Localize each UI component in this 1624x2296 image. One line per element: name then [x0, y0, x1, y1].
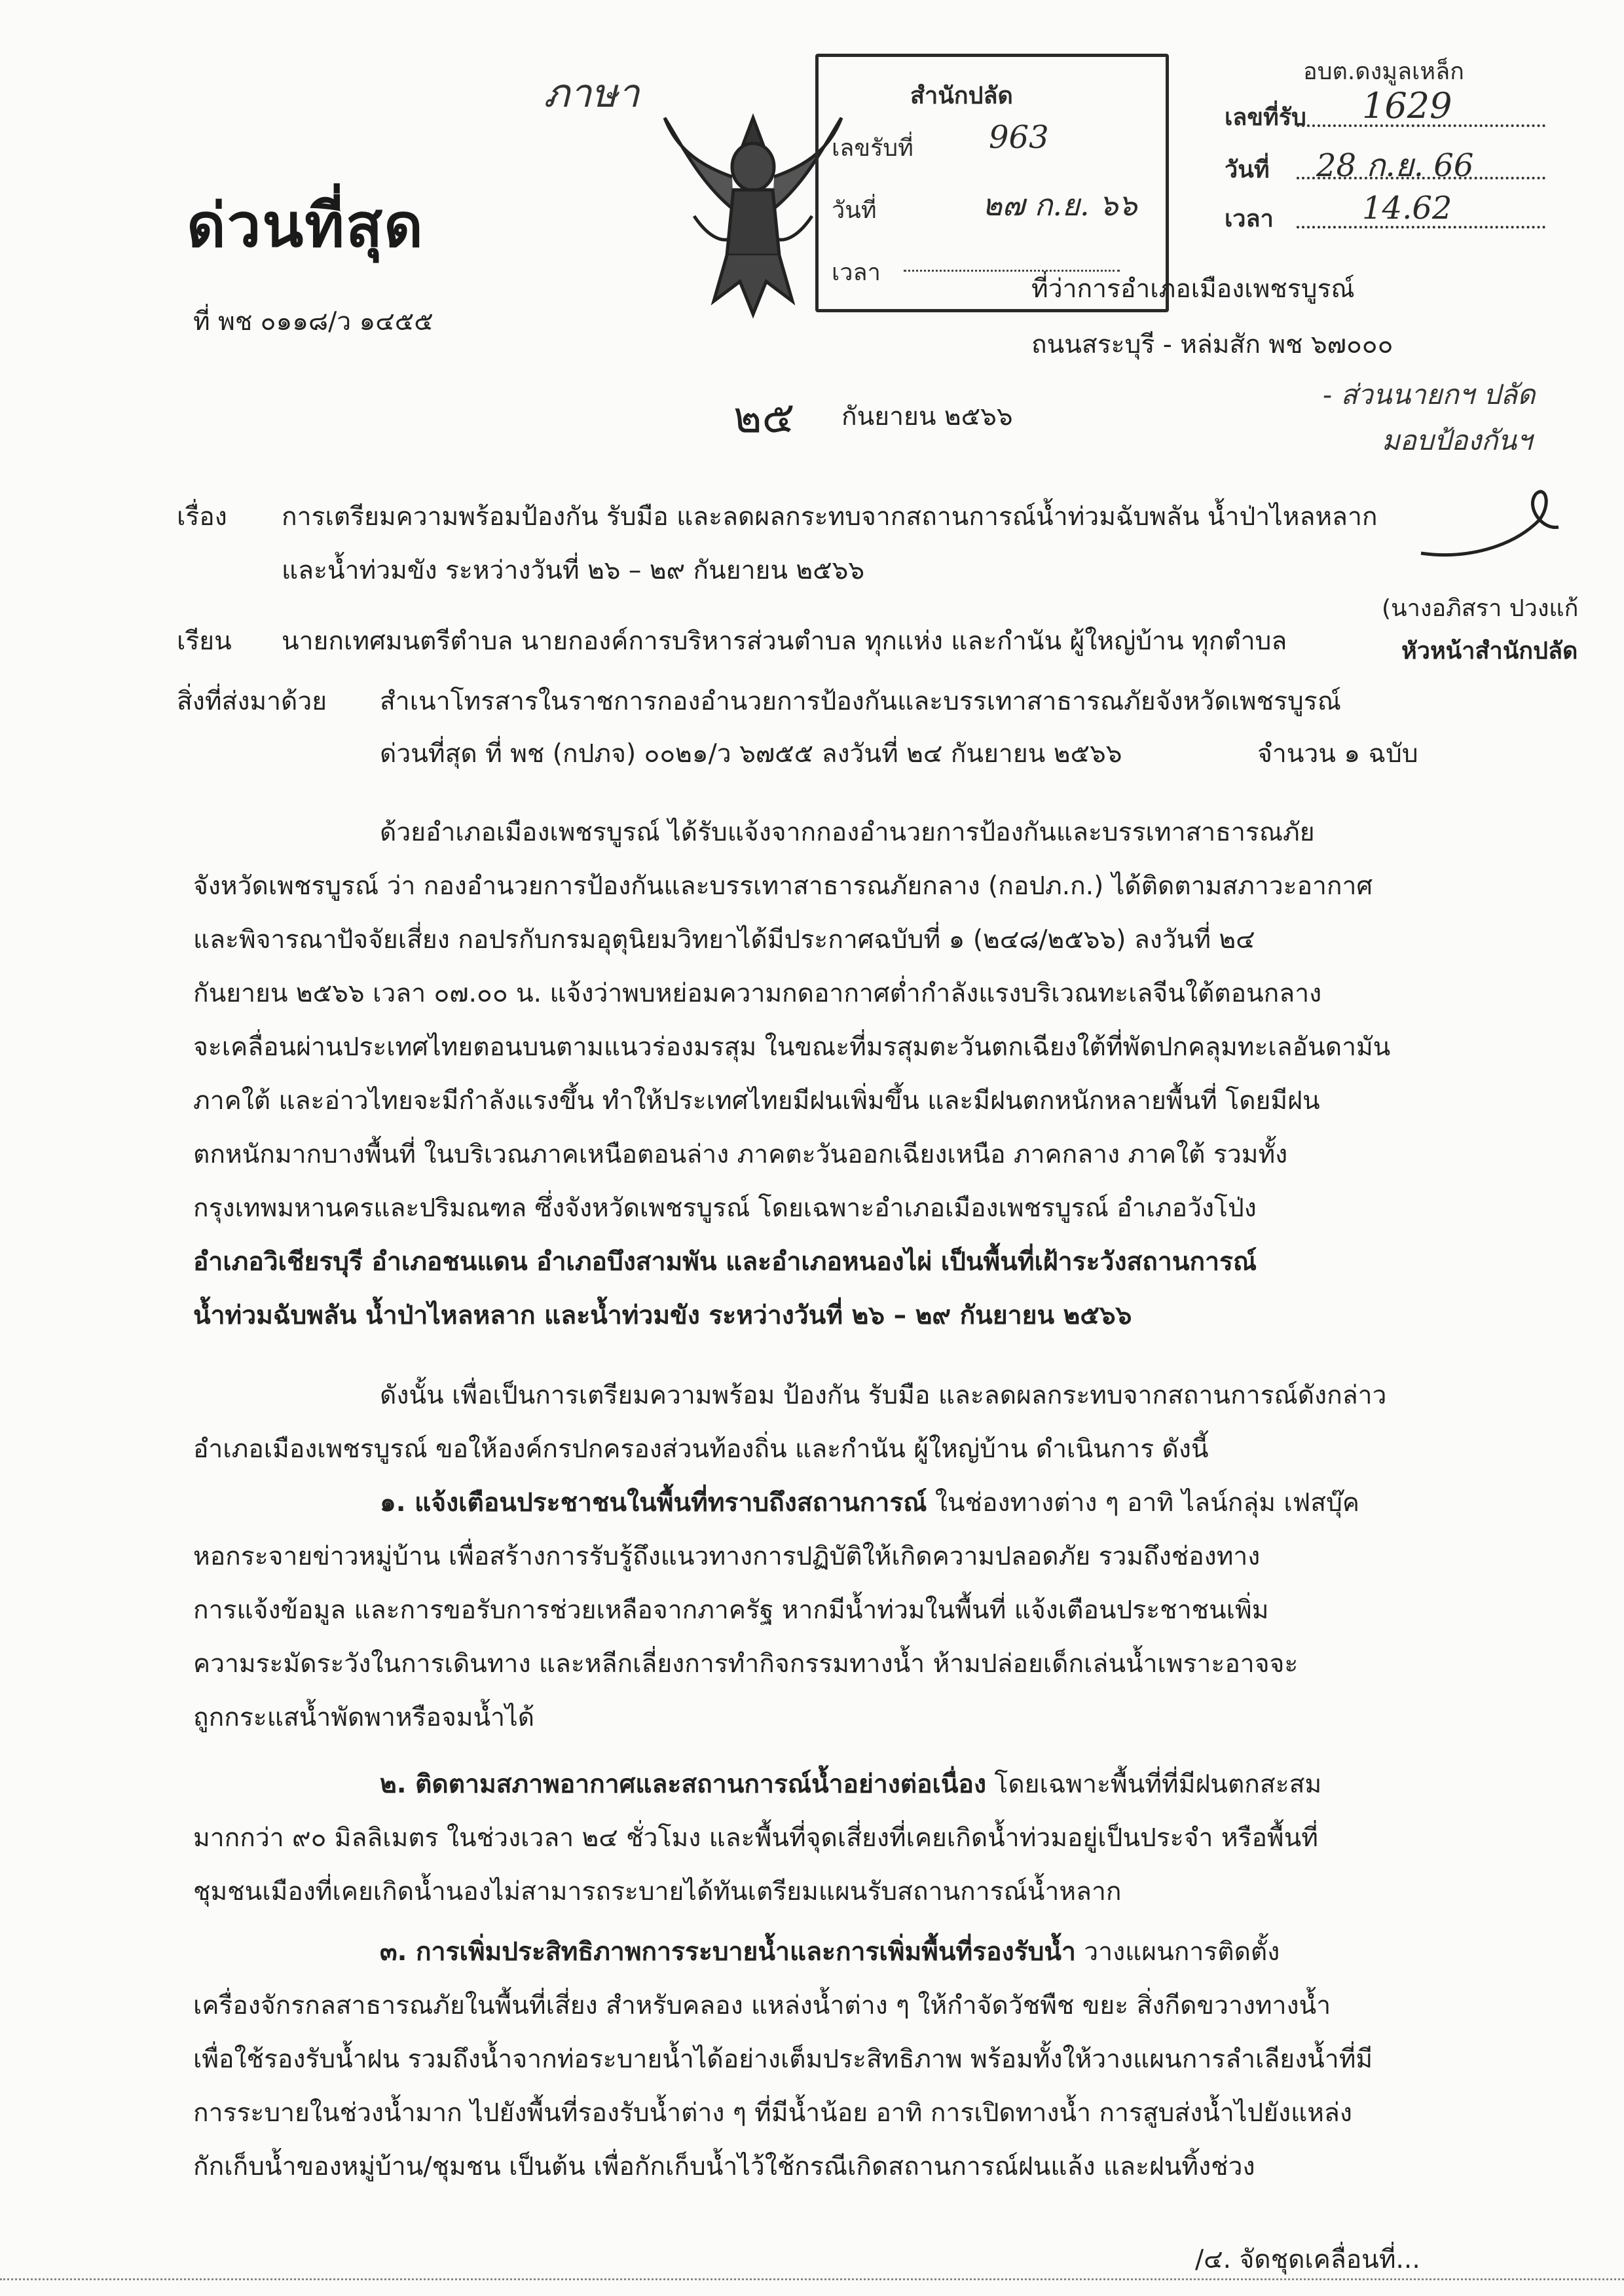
para1-line-9: อำเภอวิเชียรบุรี อำเภอชนแดน อำเภอบึงสามพัน และอำเภอหนองไผ่ เป็นพื้นที่เฝ้าระวังสถานการณ์ — [193, 1247, 1257, 1277]
para1-line-4: กันยายน ๒๕๖๖ เวลา ๐๗.๐๐ น. แจ้งว่าพบหย่อมความกดอากาศต่ำกำลังแรงบริเวณทะเลจีนใต้ตอนกลาง — [193, 979, 1322, 1008]
item1-first-line — [380, 1482, 1359, 1523]
stamp-right-time-label: เวลา — [1225, 206, 1274, 232]
office-name: ที่ว่าการอำเภอเมืองเพชรบูรณ์ — [1031, 274, 1355, 304]
stamp-right-date-value: 28 ก.ย. 66 — [1316, 147, 1474, 184]
stamp-center-receive-label: เลขรับที่ — [832, 135, 913, 162]
recipient-text: นายกเทศมนตรีตำบล นายกองค์การบริหารส่วนตำบล ทุกแห่ง และกำนัน ผู้ใหญ่บ้าน ทุกตำบล — [282, 627, 1287, 656]
date-month-year: กันยายน ๒๕๖๖ — [841, 402, 1013, 431]
document-number: ที่ พช ๐๑๑๘/ว ๑๔๕๕ — [193, 307, 434, 337]
item2-first-line — [380, 1764, 1321, 1804]
subject-label: เรื่อง — [177, 502, 227, 532]
item3-heading-tail: วางแผนการติดตั้ง — [1075, 1937, 1280, 1967]
stamp-center-receive-value: 963 — [989, 119, 1049, 156]
stamp-right-date-label: วันที่ — [1225, 156, 1270, 183]
para1-line-8: กรุงเทพมหานครและปริมณฑล ซึ่งจังหวัดเพชรบูรณ์ โดยเฉพาะอำเภอเมืองเพชรบูรณ์ อำเภอวังโป่ง — [193, 1194, 1257, 1223]
item2-line-2: ชุมชนเมืองที่เคยเกิดน้ำนองไม่สามารถระบายได้ทันเตรียมแผนรับสถานการณ์น้ำหลาก — [193, 1877, 1122, 1906]
item3-line-4: กักเก็บน้ำของหมู่บ้าน/ชุมชน เป็นต้น เพื่อกักเก็บน้ำไว้ใช้กรณีเกิดสถานการณ์ฝนแล้ง และฝนทิ้งช่วง — [193, 2152, 1255, 2181]
margin-note-2: มอบป้องกันฯ — [1382, 424, 1532, 456]
stamp-right-receive-label: เลขที่รับ — [1225, 104, 1306, 131]
attachment-line-2: ด่วนที่สุด ที่ พช (กปภจ) ๐๐๒๑/ว ๖๗๕๕ ลงวันที่ ๒๔ กันยายน ๒๕๖๖ — [380, 739, 1122, 769]
para2-line-1: ดังนั้น เพื่อเป็นการเตรียมความพร้อม ป้องกัน รับมือ และลดผลกระทบจากสถานการณ์ดังกล่าว — [380, 1381, 1387, 1410]
item3-first-line — [380, 1931, 1280, 1972]
item1-line-4: ถูกกระแสน้ำพัดพาหรือจมน้ำได้ — [193, 1703, 535, 1732]
item2-heading: ๒. ติดตามสภาพอากาศและสถานการณ์น้ำอย่างต่อเนื่อง — [380, 1770, 986, 1799]
item1-line-2: การแจ้งข้อมูล และการขอรับการช่วยเหลือจากภาครัฐ หากมีน้ำท่วมในพื้นที่ แจ้งเตือนประชาชนเพิ่ม — [193, 1595, 1269, 1625]
item3-line-2: เพื่อใช้รองรับน้ำฝน รวมถึงน้ำจากท่อระบายน้ำได้อย่างเต็มประสิทธิภาพ พร้อมทั้งให้วางแผนการลำเลียงน้ำที่มี — [193, 2045, 1373, 2074]
subject-line-1: การเตรียมความพร้อมป้องกัน รับมือ และลดผลกระทบจากสถานการณ์น้ำท่วมฉับพลัน น้ำป่าไหลหลาก — [282, 502, 1378, 532]
stamp-right-time-value: 14.62 — [1362, 190, 1452, 227]
stamp-right-line-1 — [1297, 124, 1545, 127]
handwritten-note-top: ภาษา — [544, 71, 640, 117]
recipient-label: เรียน — [177, 627, 232, 656]
para1-line-1: ด้วยอำเภอเมืองเพชรบูรณ์ ได้รับแจ้งจากกองอำนวยการป้องกันและบรรเทาสาธารณภัย — [380, 818, 1315, 847]
attachment-count: จำนวน ๑ ฉบับ — [1257, 739, 1418, 769]
continuation-note: /๔. จัดชุดเคลื่อนที่... — [1195, 2245, 1420, 2274]
attachment-label: สิ่งที่ส่งมาด้วย — [177, 687, 327, 716]
item2-line-1: มากกว่า ๙๐ มิลลิเมตร ในช่วงเวลา ๒๔ ชั่วโมง และพื้นที่จุดเสี่ยงที่เคยเกิดน้ำท่วมอยู่เป็นประจำ หรือพื้นที่ — [193, 1823, 1318, 1853]
item3-line-3: การระบายในช่วงน้ำมาก ไปยังพื้นที่รองรับน้ำต่าง ๆ ที่มีน้ำน้อย อาทิ การเปิดทางน้ำ การสูบส่งน้ำไปยังแหล่ง — [193, 2098, 1352, 2128]
stamp-center-date-value: ๒๗ ก.ย. ๖๖ — [982, 187, 1137, 223]
para1-line-3: และพิจารณาปัจจัยเสี่ยง กอปรกับกรมอุตุนิยมวิทยาได้มีประกาศฉบับที่ ๑ (๒๔๘/๒๕๖๖) ลงวันที่ ๒๔ — [193, 925, 1255, 955]
para1-line-2: จังหวัดเพชรบูรณ์ ว่า กองอำนวยการป้องกันและบรรเทาสาธารณภัยกลาง (กอปภ.ก.) ได้ติดตามสภาวะอากาศ — [193, 871, 1373, 901]
para1-line-6: ภาคใต้ และอ่าวไทยจะมีกำลังแรงขึ้น ทำให้ประเทศไทยมีฝนเพิ่มขึ้น และมีฝนตกหนักหลายพื้นที่ โดยมีฝน — [193, 1086, 1320, 1116]
para2-line-2: อำเภอเมืองเพชรบูรณ์ ขอให้องค์กรปกครองส่วนท้องถิ่น และกำนัน ผู้ใหญ่บ้าน ดำเนินการ ดังนี้ — [193, 1434, 1209, 1464]
margin-note-4: หัวหน้าสำนักปลัด — [1401, 638, 1578, 665]
subject-line-2: และน้ำท่วมขัง ระหว่างวันที่ ๒๖ – ๒๙ กันยายน ๒๕๖๖ — [282, 556, 865, 585]
office-address: ถนนสระบุรี - หล่มสัก พช ๖๗๐๐๐ — [1031, 330, 1393, 359]
stamp-center-title: สำนักปลัด — [910, 82, 1013, 109]
margin-note-1: - ส่วนนายกฯ ปลัด — [1323, 378, 1536, 410]
scan-edge — [0, 2278, 1624, 2280]
date-day: ๒๕ — [733, 392, 795, 443]
para1-line-5: จะเคลื่อนผ่านประเทศไทยตอนบนตามแนวร่องมรสุม ในขณะที่มรสุมตะวันตกเฉียงใต้ที่พัดปกคลุมทะเลอันดามัน — [193, 1032, 1391, 1062]
item3-line-1: เครื่องจักรกลสาธารณภัยในพื้นที่เสี่ยง สำหรับคลอง แหล่งน้ำต่าง ๆ ให้กำจัดวัชพืช ขยะ สิ่งกีดขวางทางน้ำ — [193, 1991, 1331, 2020]
signature — [1414, 468, 1565, 566]
margin-note-3: (นางอภิสรา ปวงแก้ — [1382, 595, 1579, 622]
item2-heading-tail: โดยเฉพาะพื้นที่ที่มีฝนตกสะสม — [986, 1770, 1322, 1799]
stamp-center-time-label: เวลา — [832, 259, 881, 286]
urgency-label: ด่วนที่สุด — [187, 191, 424, 261]
item1-heading: ๑. แจ้งเตือนประชาชนในพื้นที่ทราบถึงสถานการณ์ — [380, 1488, 927, 1518]
para1-line-7: ตกหนักมากบางพื้นที่ ในบริเวณภาคเหนือตอนล่าง ภาคตะวันออกเฉียงเหนือ ภาคกลาง ภาคใต้ รวมทั้ง — [193, 1140, 1288, 1169]
item1-line-1: หอกระจายข่าวหมู่บ้าน เพื่อสร้างการรับรู้ถึงแนวทางการปฏิบัติให้เกิดความปลอดภัย รวมถึงช่องทาง — [193, 1542, 1261, 1571]
para1-line-10: น้ำท่วมฉับพลัน น้ำป่าไหลหลาก และน้ำท่วมขัง ระหว่างวันที่ ๒๖ – ๒๙ กันยายน ๒๕๖๖ — [193, 1301, 1132, 1330]
item3-heading: ๓. การเพิ่มประสิทธิภาพการระบายน้ำและการเพิ่มพื้นที่รองรับน้ำ — [380, 1937, 1076, 1967]
stamp-right-title: อบต.ดงมูลเหล็ก — [1303, 58, 1464, 85]
attachment-line-1: สำเนาโทรสารในราชการกองอำนวยการป้องกันและบรรเทาสาธารณภัยจังหวัดเพชรบูรณ์ — [380, 687, 1341, 716]
stamp-right-line-3 — [1297, 226, 1545, 228]
item1-heading-tail: ในช่องทางต่าง ๆ อาทิ ไลน์กลุ่ม เฟสบุ๊ค — [927, 1488, 1359, 1518]
stamp-right-line-2 — [1297, 177, 1545, 179]
item1-line-3: ความระมัดระวังในการเดินทาง และหลีกเลี่ยงการทำกิจกรรมทางน้ำ ห้ามปล่อยเด็กเล่นน้ำเพราะอาจจะ — [193, 1649, 1299, 1679]
stamp-center-date-label: วันที่ — [832, 197, 877, 224]
stamp-right-receive-value: 1629 — [1362, 85, 1452, 126]
